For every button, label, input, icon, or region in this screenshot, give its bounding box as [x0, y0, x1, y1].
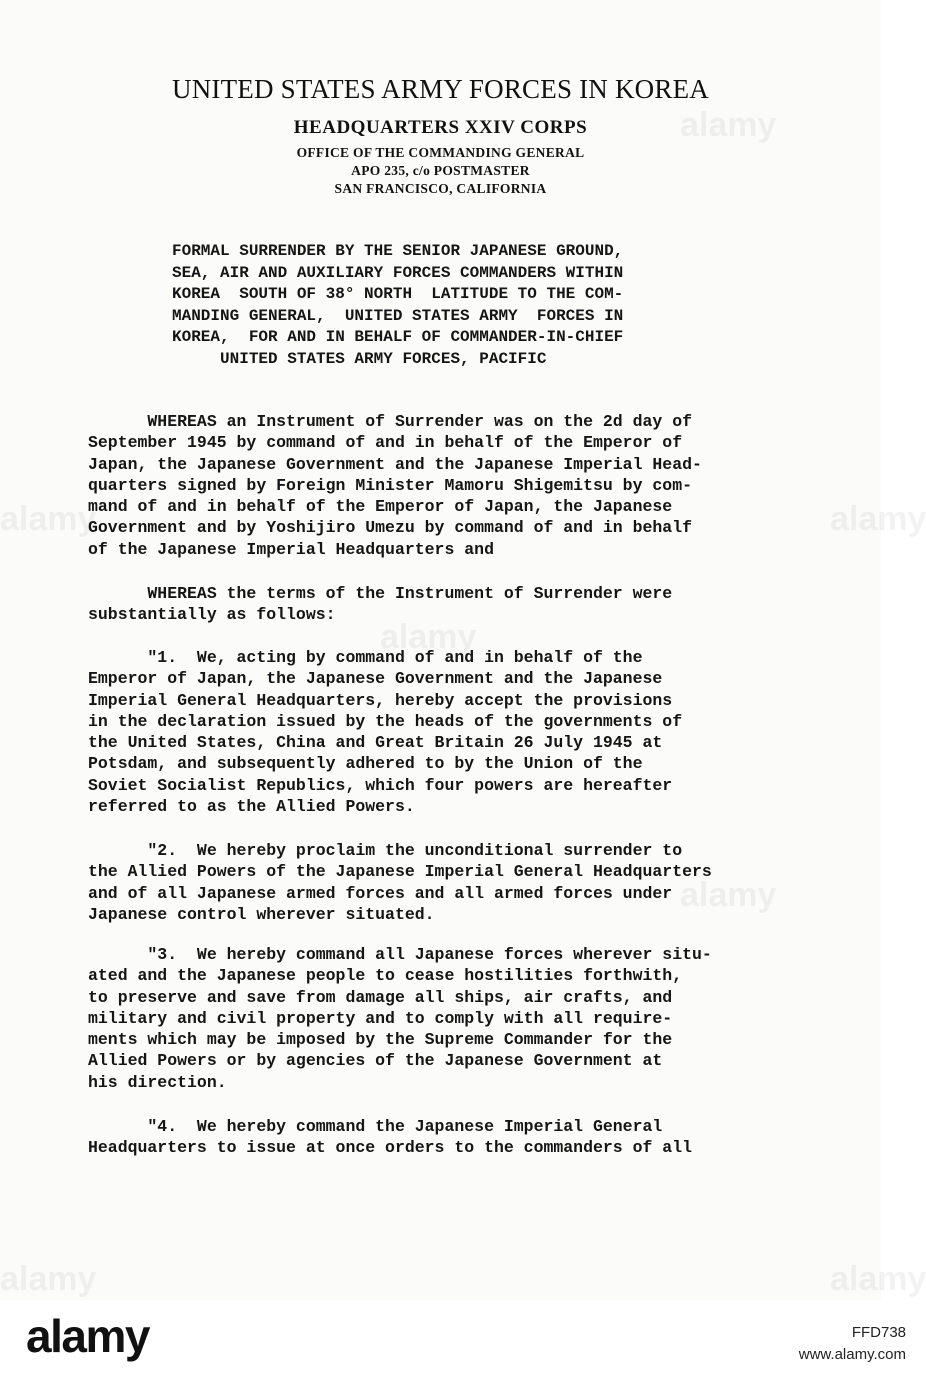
- watermark: alamy: [380, 618, 477, 656]
- image-id: FFD738: [851, 1324, 906, 1341]
- letterhead-subtitle: HEADQUARTERS XXIV CORPS: [293, 117, 588, 138]
- watermark: alamy: [680, 876, 777, 914]
- letterhead-title: UNITED STATES ARMY FORCES IN KOREA: [172, 74, 709, 104]
- letterhead-city: SAN FRANCISCO, CALIFORNIA: [334, 181, 547, 196]
- paragraph-term-1: "1. We, acting by command of and in behalf of the Emperor of Japan, the Japanese Government and the Japanese Imperial General Headquarters, hereby accept the provisions in the declaration issued by the heads of the governments of the United States, China and Great Britain 26 July 1945 at Potsdam, and subsequently adhered to by the Union of the Soviet Socialist Republics, which four powers are hereafter referred to as the Allied Powers.: [88, 648, 683, 817]
- paragraph-term-3: "3. We hereby command all Japanese forces wherever situ- ated and the Japanese people to cease hostilities forthwith, to preserve and save from damage all ships, air crafts, and military and civil property and to comply with all require- ments which may be imposed by the Supreme Commander for the Allied Powers or by agencies of the Japanese Government at his direction.: [88, 945, 712, 1092]
- alamy-logo: alamy: [26, 1310, 149, 1362]
- site-url: www.alamy.com: [798, 1346, 906, 1363]
- watermark: alamy: [830, 500, 926, 538]
- watermark: alamy: [680, 106, 777, 144]
- letterhead-office: OFFICE OF THE COMMANDING GENERAL: [296, 145, 585, 160]
- letterhead-apo: APO 235, c/o POSTMASTER: [351, 163, 530, 178]
- surrender-heading: FORMAL SURRENDER BY THE SENIOR JAPANESE GROUND, SEA, AIR AND AUXILIARY FORCES COMMANDERS WITHIN KOREA SOUTH OF 38° NORTH LATITUDE TO THE COM- MANDING GENERAL, UNITED STATES ARMY FORCES IN KOREA, FOR AND IN BEHALF OF COMMANDER-IN-CHIEF UNITED STATES ARMY FORCES, PACIFIC: [172, 242, 624, 368]
- paragraph-term-4: "4. We hereby command the Japanese Imperial General Headquarters to issue at once orders to the commanders of all: [88, 1117, 692, 1158]
- paragraph-whereas-1: WHEREAS an Instrument of Surrender was on the 2d day of September 1945 by command of and in behalf of the Emperor of Japan, the Japanese Government and the Japanese Imperial Head- quarters signed by Foreign Minister Mamoru Shigemitsu by com- mand of and in behalf of the Emperor of Japan, the Japanese Government and by Yoshijiro Umezu by command of and in behalf of the Japanese Imperial Headquarters and: [88, 412, 702, 559]
- watermark: alamy: [830, 1260, 926, 1298]
- paragraph-whereas-2: WHEREAS the terms of the Instrument of Surrender were substantially as follows:: [88, 584, 673, 625]
- watermark: alamy: [0, 500, 97, 538]
- watermark: alamy: [0, 1260, 97, 1298]
- paragraph-term-2: "2. We hereby proclaim the unconditional surrender to the Allied Powers of the Japanese Imperial General Headquarters and of all Japanese armed forces and all armed forces under Japanese control wherever situated.: [88, 841, 712, 924]
